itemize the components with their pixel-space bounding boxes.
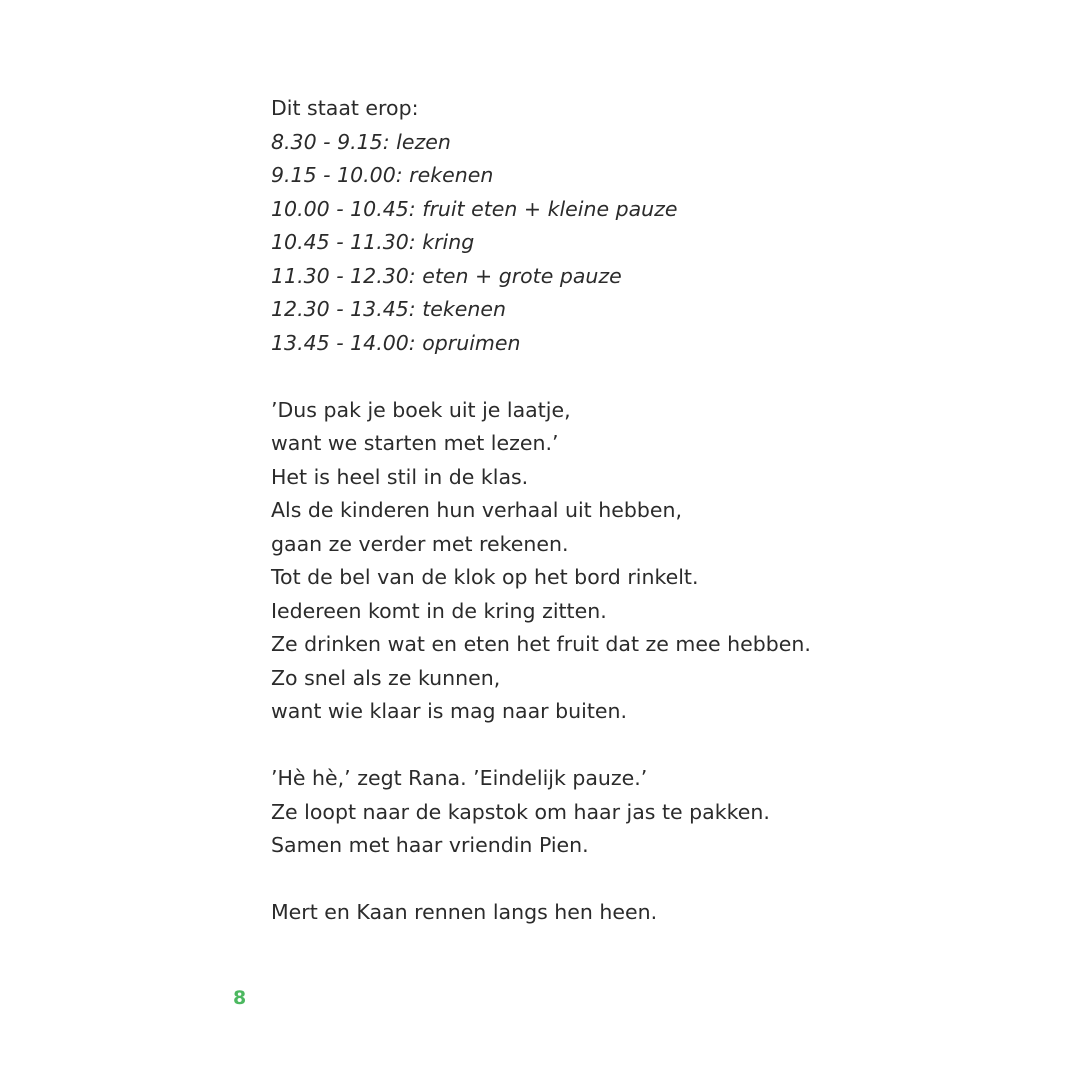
story-line: want wie klaar is mag naar buiten. [271, 699, 627, 723]
paragraph-gap [271, 729, 911, 763]
page-text [271, 92, 911, 930]
schedule-line: 12.30 - 13.45: tekenen [271, 297, 506, 321]
story-line: Mert en Kaan rennen langs hen heen. [271, 900, 658, 924]
story-line: Ze loopt naar de kapstok om haar jas te pakken. [271, 799, 770, 824]
page-number: 8 [233, 987, 247, 1009]
story-line: Iedereen komt in de kring zitten. [271, 598, 607, 623]
story-line: Ze drinken wat en eten het fruit dat ze mee hebben. [271, 632, 811, 656]
story-line: Zo snel als ze kunnen, [271, 665, 501, 690]
paragraph-gap [271, 863, 911, 897]
schedule-line: 10.00 - 10.45: fruit eten + kleine pauze [271, 196, 678, 221]
schedule-line: 8.30 - 9.15: lezen [271, 129, 451, 154]
story-line: want we starten met lezen.’ [271, 431, 559, 455]
story-line: Samen met haar vriendin Pien. [271, 833, 589, 857]
story-line: Als de kinderen hun verhaal uit hebben, [271, 498, 682, 522]
story-line: ’Hè hè,’ zegt Rana. ’Eindelijk pauze.’ [271, 766, 648, 790]
story-line: Tot de bel van de klok op het bord rinkelt. [271, 565, 699, 589]
schedule-line: 13.45 - 14.00: opruimen [271, 330, 521, 355]
schedule-line: 10.45 - 11.30: kring [271, 230, 475, 254]
paragraph-gap [271, 360, 911, 394]
schedule-line: 11.30 - 12.30: eten + grote pauze [271, 263, 622, 288]
schedule-line: 9.15 - 10.00: rekenen [271, 163, 494, 187]
story-line: gaan ze verder met rekenen. [271, 531, 569, 556]
story-line: Het is heel stil in de klas. [271, 464, 529, 489]
schedule-intro: Dit staat erop: [271, 96, 419, 120]
story-line: ’Dus pak je boek uit je laatje, [271, 397, 571, 422]
